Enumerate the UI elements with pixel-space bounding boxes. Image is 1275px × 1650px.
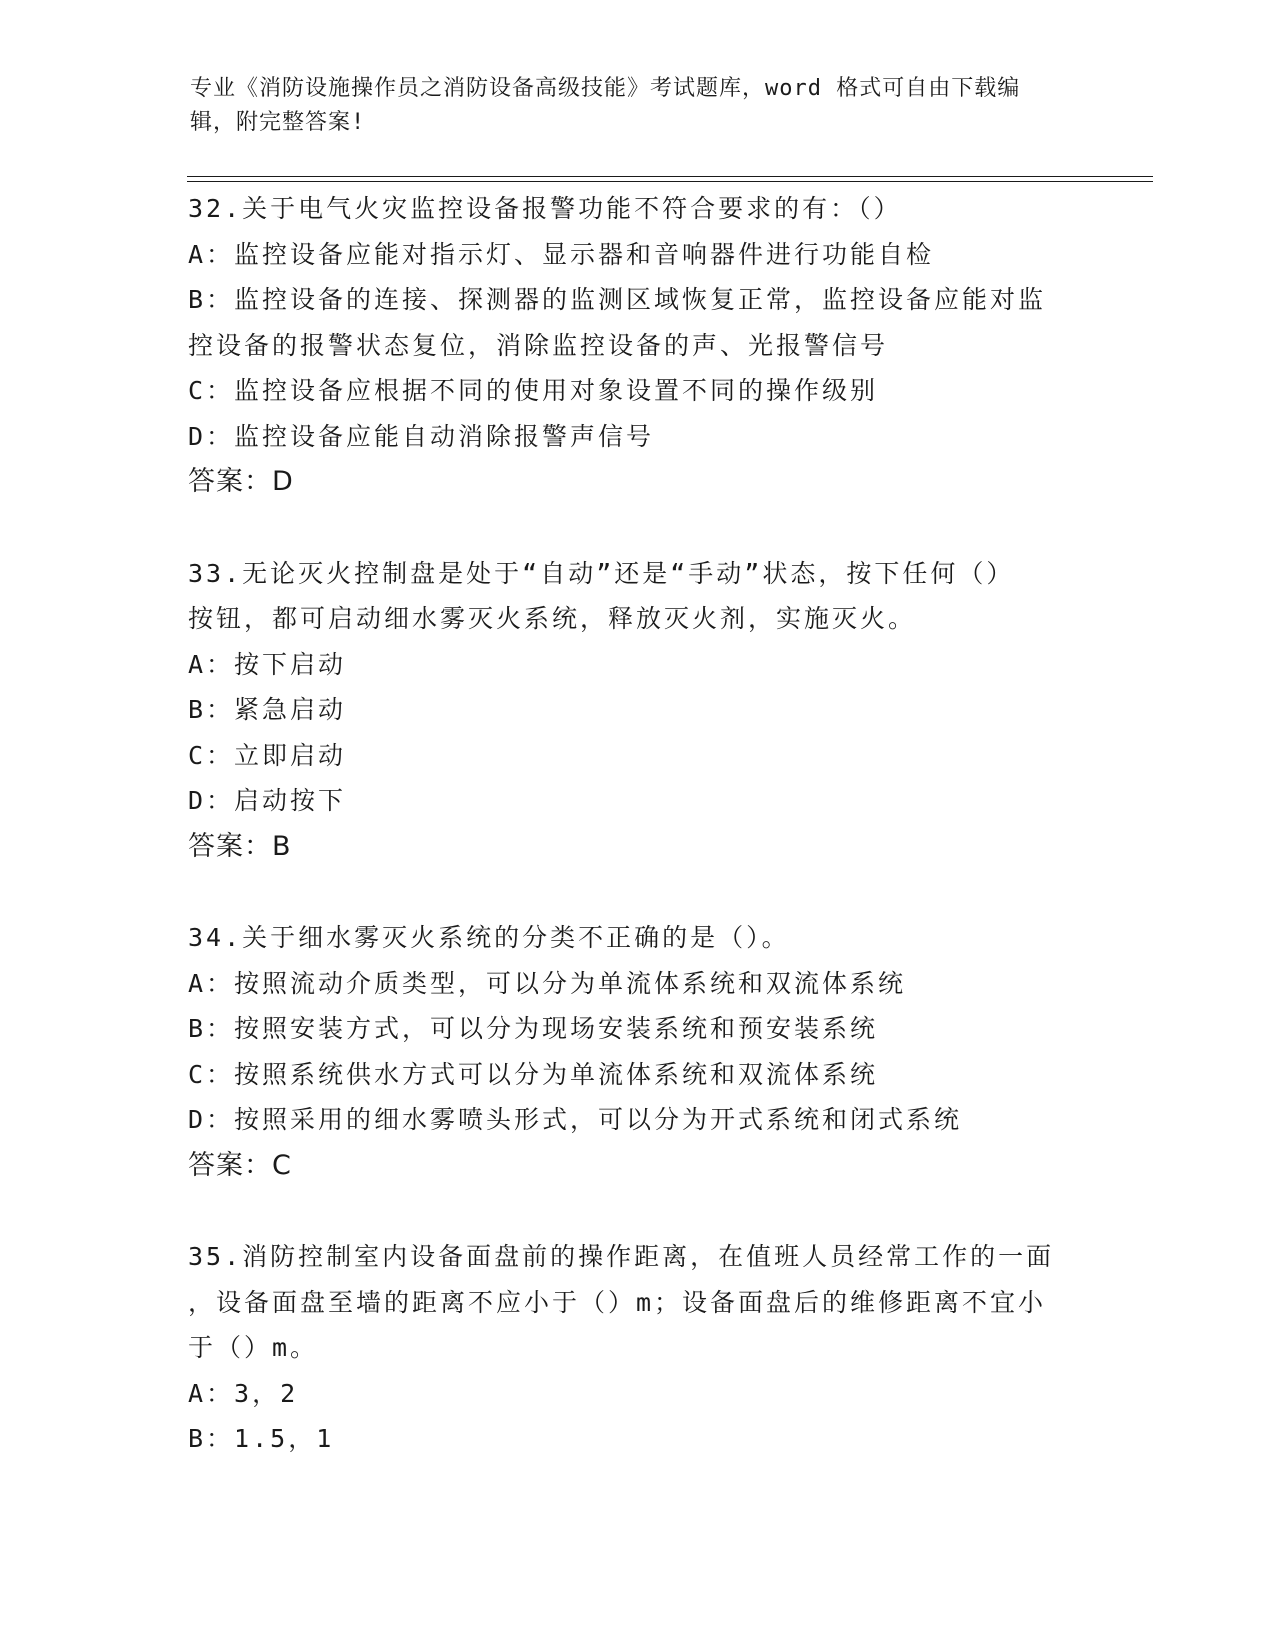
question-item (188, 915, 1088, 1188)
option-line: A：监控设备应能对指示灯、显示器和音响器件进行功能自检 (188, 239, 935, 269)
question-stem-line: 于（）m。 (188, 1333, 319, 1362)
question-item (188, 551, 1088, 870)
header-rule-bottom (187, 181, 1153, 182)
option-line: D：按照采用的细水雾喷头形式，可以分为开式系统和闭式系统 (188, 1105, 963, 1134)
question-list (188, 186, 1088, 1508)
option-line: C：按照系统供水方式可以分为单流体系统和双流体系统 (188, 1059, 879, 1089)
question-stem-line: 32.关于电气火灾监控设备报警功能不符合要求的有：（） (188, 194, 902, 223)
option-line: C：立即启动 (188, 740, 347, 770)
answer-line: 答案：D (188, 466, 294, 497)
question-stem-line: 33.无论灭火控制盘是处于“自动”还是“手动”状态，按下任何（） (188, 558, 1015, 588)
option-line: D：启动按下 (188, 786, 347, 815)
document-header (190, 72, 1090, 140)
question-stem-line: 34.关于细水雾灭火系统的分类不正确的是（）。 (188, 923, 790, 952)
option-line: C：监控设备应根据不同的使用对象设置不同的操作级别 (188, 376, 879, 405)
question-stem-line: 35.消防控制室内设备面盘前的操作距离，在值班人员经常工作的一面 (188, 1242, 1055, 1271)
question-stem-line: 按钮，都可启动细水雾灭火系统，释放灭火剂，实施灭火。 (188, 604, 917, 633)
question-stem-line: ，设备面盘至墙的距离不应小于（）m；设备面盘后的维修距离不宜小 (188, 1287, 1047, 1317)
option-line: B：按照安装方式，可以分为现场安装系统和预安装系统 (188, 1014, 879, 1043)
header-line-2: 辑，附完整答案! (190, 110, 366, 135)
option-line: B：1.5，1 (188, 1424, 335, 1453)
option-line: 控设备的报警状态复位，消除监控设备的声、光报警信号 (188, 330, 889, 360)
option-line: B：紧急启动 (188, 695, 347, 724)
header-line-1: 专业《消防设施操作员之消防设备高级技能》考试题库，word 格式可自由下载编 (190, 76, 1021, 101)
option-line: A：3，2 (188, 1378, 299, 1408)
question-item (188, 1234, 1088, 1462)
option-line: B：监控设备的连接、探测器的监测区域恢复正常，监控设备应能对监 (188, 285, 1047, 314)
answer-line: 答案：C (188, 1149, 292, 1181)
option-line: D：监控设备应能自动消除报警声信号 (188, 421, 655, 451)
option-line: A：按照流动介质类型，可以分为单流体系统和双流体系统 (188, 968, 907, 998)
question-item (188, 186, 1088, 505)
header-rule-top (187, 176, 1153, 177)
option-line: A：按下启动 (188, 649, 347, 679)
answer-line: 答案：B (188, 830, 292, 862)
